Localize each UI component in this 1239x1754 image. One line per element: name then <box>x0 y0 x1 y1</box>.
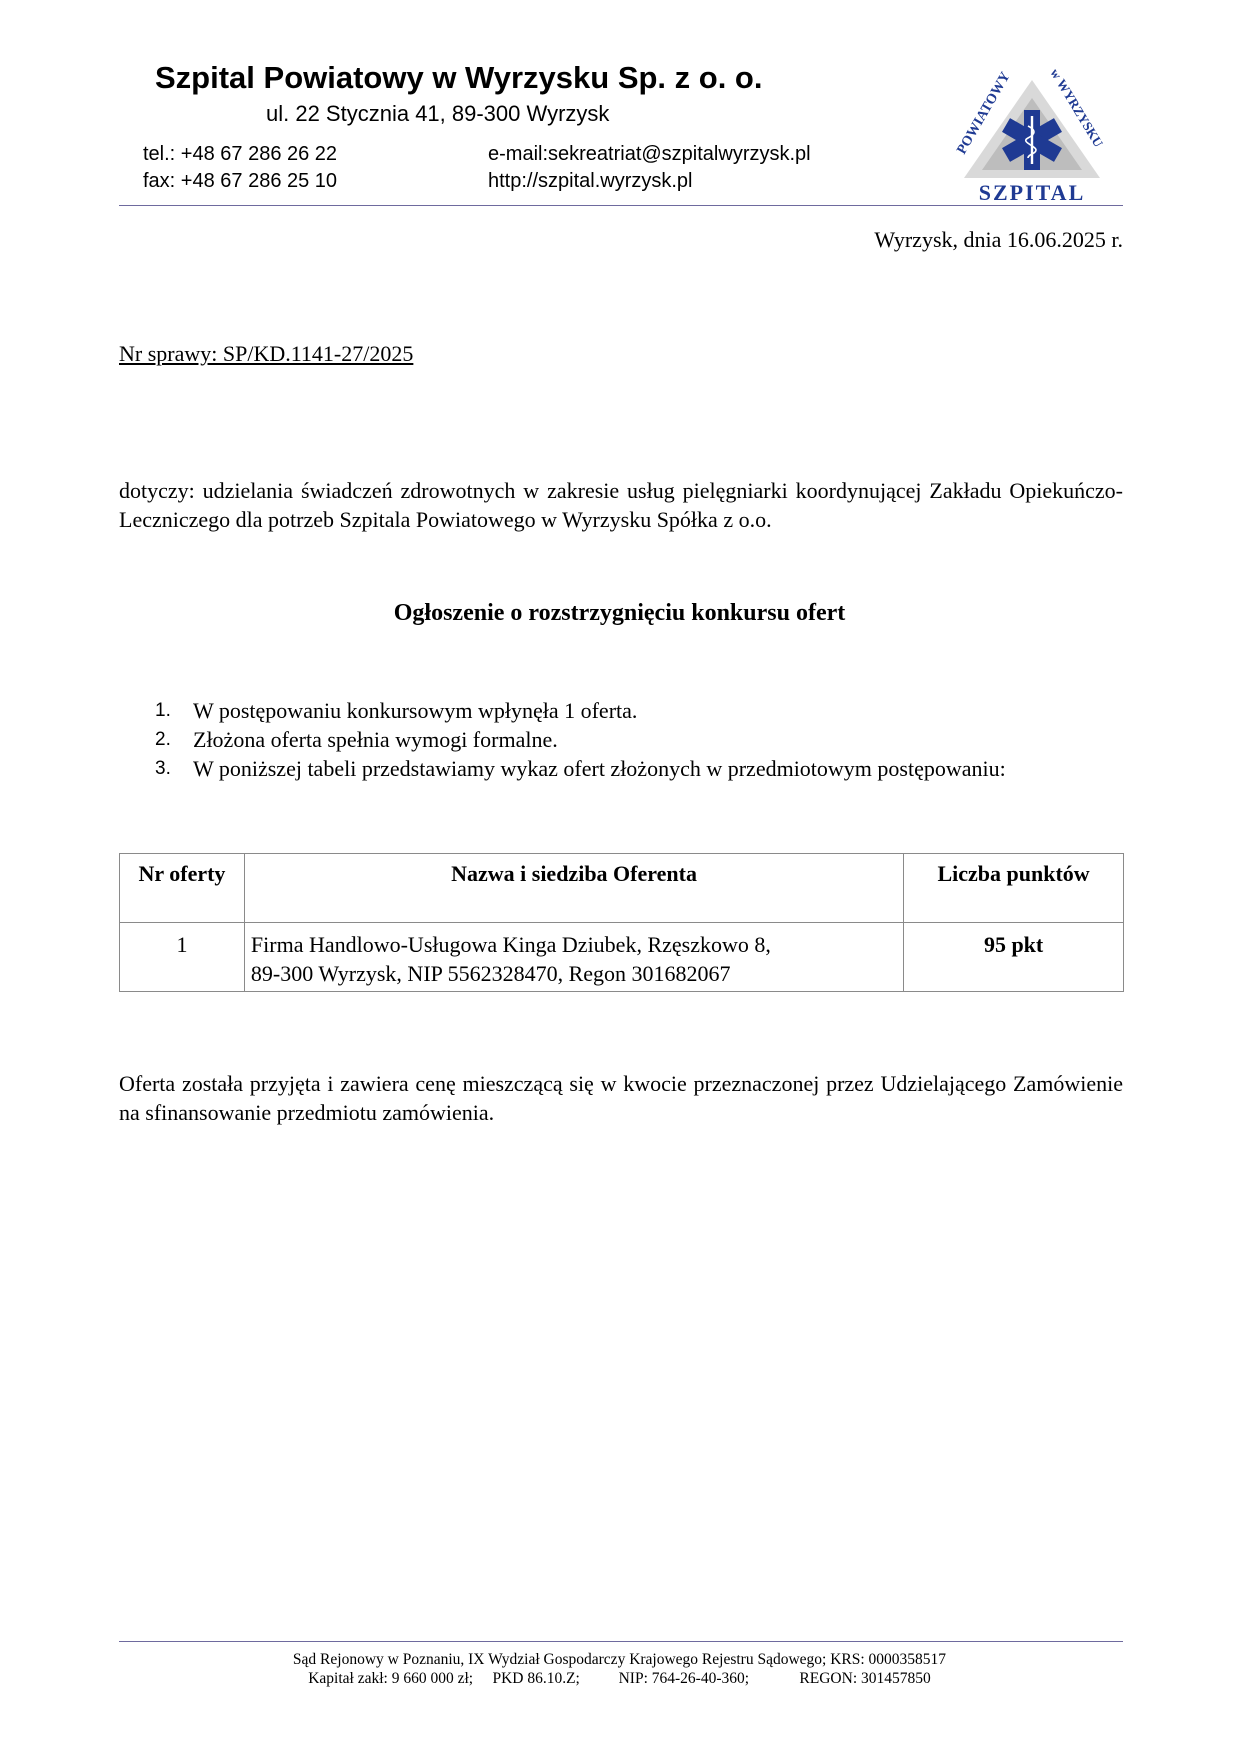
logo-text-wyrzysku: w WYRZYSKU <box>1047 65 1107 150</box>
list-item-number: 2. <box>155 729 171 750</box>
contact-web <box>488 141 811 195</box>
bidder-name-line: Firma Handlowo-Usługowa Kinga Dziubek, Rzęszkowo 8, <box>250 932 771 957</box>
subject-paragraph: dotyczy: udzielania świadczeń zdrowotnych w zakresie usług pielęgniarki koordynującej Zakładu Opiekuńczo-Leczniczego dla potrzeb Szpitala Powiatowego w Wyrzysku Spółka z o.o. <box>119 478 1123 532</box>
list-item-number: 1. <box>155 700 171 721</box>
list-item <box>155 754 1006 783</box>
phone-number: tel.: +48 67 286 26 22 <box>143 143 338 165</box>
header-divider <box>119 205 1123 206</box>
list-item <box>155 696 1006 725</box>
footer-divider <box>119 1641 1123 1642</box>
list-item-number: 3. <box>155 758 171 779</box>
header-points: Liczba punktów <box>904 854 1124 923</box>
hospital-logo <box>950 60 1130 205</box>
list-item-text: W poniższej tabeli przedstawiamy wykaz ofert złożonych w przedmiotowym postępowaniu: <box>193 756 1006 781</box>
offers-table <box>119 853 1124 992</box>
footer-registry: Sąd Rejonowy w Poznaniu, IX Wydział Gospodarczy Krajowego Rejestru Sądowego; KRS: 0000358517 <box>292 1651 947 1668</box>
organization-address: ul. 22 Stycznia 41, 89-300 Wyrzysk <box>266 101 610 126</box>
logo-text-powiatowy: POWIATOWY <box>954 69 1014 158</box>
cell-offer-number: 1 <box>120 923 245 992</box>
list-item-text: Złożona oferta spełnia wymogi formalne. <box>193 727 558 752</box>
case-number: Nr sprawy: SP/KD.1141-27/2025 <box>119 341 414 366</box>
document-date: Wyrzysk, dnia 16.06.2025 r. <box>874 227 1123 252</box>
cell-bidder-name <box>244 923 903 992</box>
closing-paragraph: Oferta została przyjęta i zawiera cenę mieszczącą się w kwocie przeznaczonej przez Udzielającego Zamówienie na sfinansowanie przedmiotu zamówienia. <box>119 1071 1123 1125</box>
document-heading: Ogłoszenie o rozstrzygnięciu konkursu ofert <box>393 600 846 626</box>
cell-points: 95 pkt <box>904 923 1124 992</box>
contact-phone-fax <box>143 141 337 195</box>
list-item <box>155 725 1006 754</box>
list-item-text: W postępowaniu konkursowym wpłynęła 1 oferta. <box>193 698 638 723</box>
email-address: e-mail:sekreatriat@szpitalwyrzysk.pl <box>488 143 811 165</box>
website-address: http://szpital.wyrzysk.pl <box>488 170 693 192</box>
header-bidder-name: Nazwa i siedziba Oferenta <box>244 854 903 923</box>
points-list <box>155 696 1006 783</box>
footer-company-ids: Kapitał zakł: 9 660 000 zł; PKD 86.10.Z; NIP: 764-26-40-360; REGON: 301457850 <box>308 1670 931 1687</box>
logo-text-szpital: SZPITAL <box>978 180 1086 205</box>
header-offer-number: Nr oferty <box>120 854 245 923</box>
bidder-address-line: 89-300 Wyrzysk, NIP 5562328470, Regon 301682067 <box>250 961 731 986</box>
fax-number: fax: +48 67 286 25 10 <box>143 170 338 192</box>
table-header-row <box>120 854 1124 923</box>
table-row <box>120 923 1124 992</box>
organization-name: Szpital Powiatowy w Wyrzysku Sp. z o. o. <box>155 60 763 95</box>
